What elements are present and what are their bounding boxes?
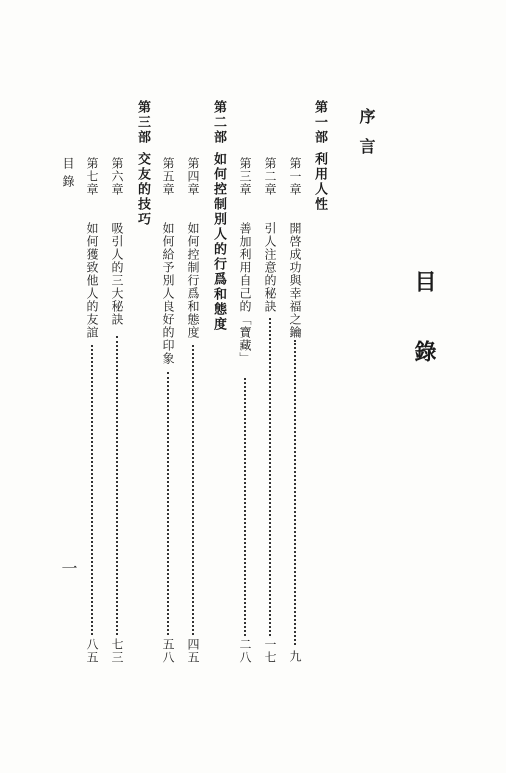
chapter-2-page: 一七 xyxy=(263,638,277,664)
chapter-6-page: 七三 xyxy=(110,638,124,664)
chapter-6-leader xyxy=(116,336,118,635)
chapter-4-title: 如何控制行爲和態度 xyxy=(186,222,200,339)
part-2-label: 第二部 xyxy=(211,100,226,145)
part-2-title: 如何控制別人的行爲和態度 xyxy=(211,152,226,332)
chapter-7-label: 第七章 xyxy=(85,157,99,196)
chapter-5-leader xyxy=(167,372,169,635)
toc-title-char-1: 目 xyxy=(411,270,437,292)
chapter-7-page: 八五 xyxy=(85,638,99,664)
chapter-3-page: 二八 xyxy=(238,638,252,664)
chapter-4-label: 第四章 xyxy=(186,157,200,196)
part-1-title: 利用人性 xyxy=(312,152,327,212)
part-3-title: 交友的技巧 xyxy=(135,152,150,227)
chapter-6-title: 吸引人的三大秘訣 xyxy=(110,222,124,326)
chapter-4-page: 四五 xyxy=(186,638,200,664)
part-1-label: 第一部 xyxy=(312,100,327,145)
page-number: 一 xyxy=(59,560,78,576)
chapter-6-label: 第六章 xyxy=(110,157,124,196)
chapter-1-page: 九 xyxy=(288,650,302,663)
chapter-5-label: 第五章 xyxy=(161,157,175,196)
chapter-1-label: 第一章 xyxy=(288,157,302,196)
chapter-5-title: 如何給予別人良好的印象 xyxy=(161,222,175,365)
chapter-4-leader xyxy=(192,345,194,635)
chapter-1-leader xyxy=(294,340,296,645)
chapter-1-title: 開啓成功與幸福之鑰 xyxy=(288,222,302,339)
chapter-3-title: 善加利用自己的「寶藏」 xyxy=(238,222,252,365)
chapter-2-title: 引人注意的秘訣 xyxy=(263,222,277,313)
chapter-7-leader xyxy=(91,345,93,635)
chapter-3-leader xyxy=(244,378,246,636)
chapter-2-label: 第二章 xyxy=(263,157,277,196)
preface-label: 序言 xyxy=(357,108,376,168)
part-3-label: 第三部 xyxy=(135,100,150,145)
chapter-2-leader xyxy=(269,318,271,636)
chapter-7-title: 如何獲致他人的友誼 xyxy=(85,222,99,339)
chapter-3-label: 第三章 xyxy=(238,157,252,196)
chapter-5-page: 五八 xyxy=(161,638,175,664)
toc-title-char-2: 錄 xyxy=(411,340,437,362)
margin-header: 目錄 xyxy=(61,157,75,193)
